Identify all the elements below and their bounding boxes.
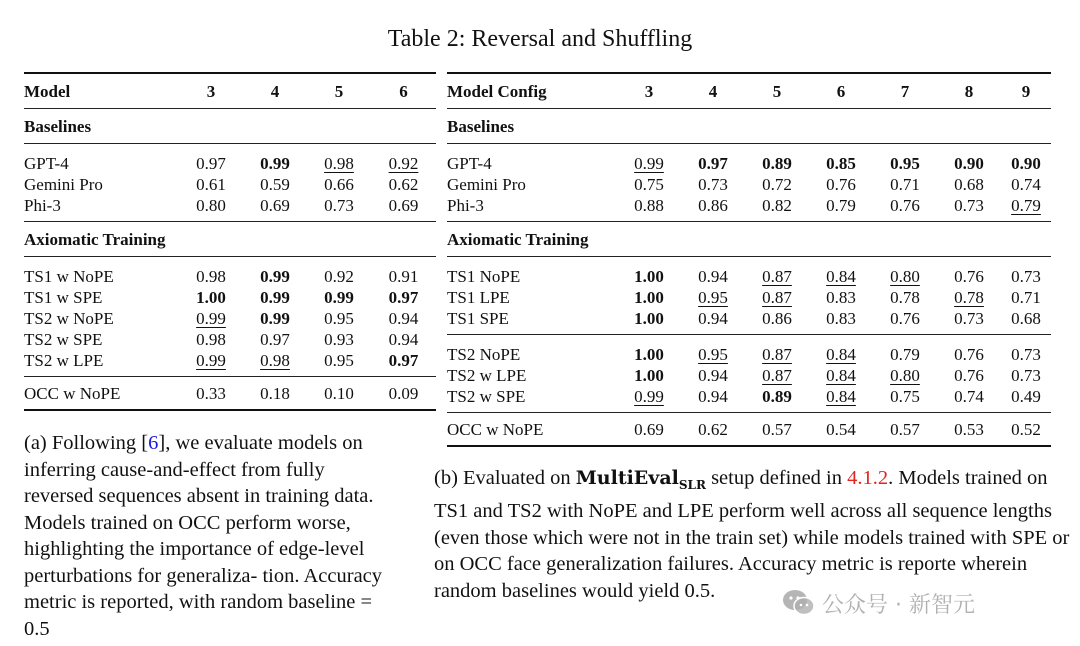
value-cell [617,195,681,222]
caption-b [434,465,1074,604]
value: 0.97 [196,154,226,173]
section-label: Axiomatic Training [24,222,436,257]
value-cell [179,350,243,377]
best-value: 1.00 [634,309,664,328]
value-cell [617,174,681,195]
value: 0.76 [954,345,984,364]
value: 0.86 [698,196,728,215]
value: 0.62 [388,175,419,194]
value: 0.68 [1011,309,1041,328]
table-row [447,174,1051,195]
value-cell [937,287,1001,308]
table-row [24,287,436,308]
value: 0.80 [196,196,226,215]
second-best-value: 0.84 [826,366,856,385]
value-cell [809,174,873,195]
value-cell [371,195,436,222]
value: 0.73 [1011,267,1041,286]
value-cell [617,308,681,335]
best-value: 1.00 [634,288,664,307]
value-cell [745,335,809,366]
value-cell [1001,144,1051,175]
table-row [447,195,1051,222]
value-cell [937,413,1001,447]
value-cell [681,386,745,413]
value: 0.76 [954,267,984,286]
model-name: Phi-3 [447,196,484,215]
second-best-value: 0.84 [826,387,856,406]
value-cell [307,377,371,411]
value-cell [745,195,809,222]
value-cell [745,174,809,195]
value-cell [937,174,1001,195]
best-value: 0.99 [260,309,290,328]
table-row [447,335,1051,366]
best-value: 0.89 [762,387,792,406]
model-name: TS1 LPE [447,288,510,307]
value: 0.98 [196,267,226,286]
value: 0.09 [388,383,419,403]
second-best-value: 0.78 [954,288,984,307]
best-value: 1.00 [634,345,664,364]
table-row [24,174,436,195]
value: 0.61 [196,175,226,194]
value: 0.62 [698,419,728,439]
value-cell [937,335,1001,366]
section-header-row [447,109,1051,144]
value: 0.69 [260,196,290,215]
value-cell [617,144,681,175]
table-row [24,195,436,222]
setup-name [575,467,706,492]
column-header-length: 7 [873,73,937,109]
value-cell [243,329,307,350]
value-cell [809,144,873,175]
section-label: Axiomatic Training [447,222,1051,257]
value-cell [681,335,745,366]
value-cell [1001,195,1051,222]
value: 0.69 [388,196,419,215]
value-cell [809,195,873,222]
value-cell [243,174,307,195]
caption-a-prefix: (a) Following [ [24,432,149,454]
best-value: 0.99 [260,288,290,307]
second-best-value: 0.84 [826,267,856,286]
column-header-model: Model Config [447,73,617,109]
value-cell [371,308,436,329]
best-value: 0.89 [762,154,792,173]
model-name: TS1 w NoPE [24,257,179,288]
value: 0.92 [324,267,354,286]
model-name: GPT-4 [447,144,617,175]
table-row [24,350,436,377]
value: 0.33 [196,383,226,403]
value-cell [681,413,745,447]
value-cell [617,335,681,366]
value: 0.86 [762,309,792,328]
value-cell [809,287,873,308]
citation-link[interactable]: 6 [148,432,159,454]
value-cell [307,329,371,350]
value: 0.73 [954,196,984,215]
value-cell [307,144,371,175]
section-header-row [447,222,1051,257]
value: 0.66 [324,175,354,194]
value-cell [179,377,243,411]
best-value: 0.97 [388,288,419,307]
value-cell [1001,413,1051,447]
watermark [782,586,975,620]
second-best-value: 0.92 [388,154,419,173]
value: 0.94 [698,387,728,406]
model-name: Phi-3 [24,196,61,215]
value-cell [873,365,937,386]
second-best-value: 0.80 [890,366,920,385]
second-best-value: 0.99 [634,387,664,406]
value-cell [307,308,371,329]
value-cell [307,174,371,195]
model-name: TS2 NoPE [447,335,617,366]
value-cell [617,386,681,413]
model-name: TS1 SPE [447,309,509,328]
value-cell [745,386,809,413]
value-cell [873,335,937,366]
value: 0.71 [890,175,920,194]
value-cell [873,413,937,447]
value-cell [243,308,307,329]
best-value: 0.97 [388,351,419,370]
table-row [24,329,436,350]
value-cell [307,287,371,308]
value: 0.10 [324,383,354,403]
model-name: TS1 NoPE [447,257,617,288]
footer-row [447,413,1051,447]
second-best-value: 0.99 [196,309,226,328]
value: 0.73 [1011,366,1041,385]
table-row [447,386,1051,413]
value-cell [1001,335,1051,366]
model-name: TS2 w NoPE [24,309,114,328]
column-header-length: 4 [681,73,745,109]
value-cell [1001,257,1051,288]
column-header-length: 3 [617,73,681,109]
value: 0.83 [826,309,856,328]
value-cell [809,257,873,288]
value-cell [617,365,681,386]
value-cell [873,144,937,175]
model-name: GPT-4 [24,144,179,175]
value: 0.76 [954,366,984,385]
value: 0.95 [324,351,354,370]
model-name: Gemini Pro [24,175,103,194]
best-value: 0.95 [890,154,920,173]
table-title: Table 2: Reversal and Shuffling [387,26,693,52]
model-name: TS1 w SPE [24,288,103,307]
value-cell [179,257,243,288]
value: 0.82 [762,196,792,215]
section-header-row [24,222,436,257]
section-header-row [24,109,436,144]
value-cell [809,308,873,335]
best-value: 1.00 [634,267,664,286]
value: 0.73 [1011,345,1041,364]
watermark-text: 公众号 · 新智元 [822,592,975,618]
value-cell [371,144,436,175]
wechat-icon [782,588,816,618]
value-cell [243,195,307,222]
caption-a-suffix: ], we evaluate models on inferring cause-and-effect from fully reversed sequences absent in training data. Models trained on OCC perform worse, highlighting the importance of edge-level perturbations for generaliza- tion. Accuracy metric is reported, with random baseline = 0.5 [24,432,383,640]
value-cell [873,174,937,195]
column-header-length: 9 [1001,73,1051,109]
value-cell [809,365,873,386]
value-cell [243,144,307,175]
value: 0.74 [1011,175,1041,194]
value: 0.59 [260,175,290,194]
value-cell [873,257,937,288]
header-row [447,73,1051,109]
model-name: OCC w NoPE [24,377,179,411]
setup-name-sub: SLR [678,477,706,492]
value-cell [873,386,937,413]
footer-row [24,377,436,411]
value-cell [745,287,809,308]
value: 0.75 [890,387,920,406]
table-row [24,144,436,175]
model-name: TS2 w SPE [447,387,526,406]
value-cell [617,287,681,308]
second-best-value: 0.79 [1011,196,1041,215]
header-row [24,73,436,109]
caption-b-suffix: . Models trained on TS1 and TS2 with NoPE and LPE perform well across all sequence lengths (even those which were not in the train set) while models trained with SPE or on OCC face generalization failures. Accuracy metric is reporte wherein random baselines would yield 0.5. [434,467,1070,602]
best-value: 0.99 [260,154,290,173]
value-cell [745,308,809,335]
value-cell [1001,386,1051,413]
best-value: 1.00 [634,366,664,385]
value: 0.57 [890,419,920,439]
value: 0.68 [954,175,984,194]
column-header-length: 4 [243,73,307,109]
value-cell [179,144,243,175]
value: 0.53 [954,419,984,439]
table-row [447,144,1051,175]
value-cell [243,350,307,377]
section-label: Baselines [24,109,436,144]
value: 0.95 [324,309,354,328]
best-value: 0.99 [260,267,290,286]
value-cell [371,350,436,377]
model-name: OCC w NoPE [447,413,617,447]
value-cell [1001,365,1051,386]
value: 0.75 [634,175,664,194]
caption-b-prefix: (b) Evaluated on [434,467,576,489]
column-header-length: 6 [809,73,873,109]
value-cell [681,308,745,335]
second-best-value: 0.80 [890,267,920,286]
value-cell [809,386,873,413]
value-cell [307,350,371,377]
value: 0.69 [634,419,664,439]
value-cell [179,287,243,308]
best-value: 0.99 [324,288,354,307]
value: 0.49 [1011,387,1041,406]
value-cell [681,287,745,308]
table-row [447,365,1051,386]
column-header-model: Model [24,73,179,109]
caption-b-middle: setup defined in [705,467,848,489]
model-name: TS2 w LPE [447,366,527,385]
setup-name-main: MultiEval [575,467,679,489]
value-cell [179,174,243,195]
value-cell [1001,287,1051,308]
value: 0.97 [260,330,290,349]
value-cell [243,287,307,308]
table-row [24,308,436,329]
value-cell [937,257,1001,288]
value-cell [681,257,745,288]
value-cell [371,377,436,411]
table-row [24,257,436,288]
value-cell [307,257,371,288]
value-cell [681,144,745,175]
value: 0.79 [826,196,856,215]
best-value: 0.90 [1011,154,1041,173]
value: 0.98 [196,330,226,349]
value-cell [681,174,745,195]
value-cell [745,413,809,447]
value-cell [809,335,873,366]
value-cell [371,174,436,195]
second-best-value: 0.87 [762,345,792,364]
section-ref-link[interactable]: 4.1.2 [847,467,889,489]
column-header-length: 5 [745,73,809,109]
value-cell [681,365,745,386]
value: 0.83 [826,288,856,307]
value-cell [873,308,937,335]
value-cell [371,257,436,288]
second-best-value: 0.87 [762,288,792,307]
value: 0.18 [260,383,290,403]
value-cell [809,413,873,447]
value: 0.94 [698,366,728,385]
value-cell [617,257,681,288]
value-cell [745,257,809,288]
value: 0.94 [698,267,728,286]
value: 0.91 [388,267,419,286]
second-best-value: 0.95 [698,288,728,307]
column-header-length: 3 [179,73,243,109]
value-cell [1001,308,1051,335]
section-label: Baselines [447,109,1051,144]
value: 0.73 [698,175,728,194]
column-header-length: 5 [307,73,371,109]
value: 0.57 [762,419,792,439]
second-best-value: 0.87 [762,267,792,286]
value: 0.72 [762,175,792,194]
value-cell [937,308,1001,335]
model-name: TS2 w LPE [24,351,104,370]
table-b [447,72,1051,447]
caption-a [24,430,396,642]
value: 0.74 [954,387,984,406]
value-cell [937,195,1001,222]
value: 0.78 [890,288,920,307]
table-a [24,72,436,411]
value-cell [937,365,1001,386]
value-cell [873,195,937,222]
table-row [447,287,1051,308]
value-cell [617,413,681,447]
value: 0.88 [634,196,664,215]
value-cell [745,144,809,175]
value: 0.52 [1011,419,1041,439]
best-value: 1.00 [196,288,226,307]
best-value: 0.90 [954,154,984,173]
value: 0.73 [324,196,354,215]
value-cell [243,377,307,411]
model-name: Gemini Pro [447,175,526,194]
value: 0.93 [324,330,354,349]
value-cell [873,287,937,308]
column-header-length: 6 [371,73,436,109]
value: 0.76 [826,175,856,194]
best-value: 0.97 [698,154,728,173]
model-name: TS2 w SPE [24,330,103,349]
second-best-value: 0.95 [698,345,728,364]
value-cell [371,329,436,350]
value-cell [179,195,243,222]
value: 0.79 [890,345,920,364]
value: 0.94 [388,309,419,328]
second-best-value: 0.99 [196,351,226,370]
value-cell [179,329,243,350]
value-cell [745,365,809,386]
best-value: 0.85 [826,154,856,173]
second-best-value: 0.98 [324,154,354,173]
value-cell [681,195,745,222]
value: 0.71 [1011,288,1041,307]
value: 0.76 [890,196,920,215]
value: 0.76 [890,309,920,328]
value-cell [307,195,371,222]
value-cell [937,144,1001,175]
value: 0.73 [954,309,984,328]
value: 0.94 [388,330,419,349]
value-cell [243,257,307,288]
value: 0.94 [698,309,728,328]
table-row [447,308,1051,335]
value-cell [1001,174,1051,195]
second-best-value: 0.99 [634,154,664,173]
second-best-value: 0.87 [762,366,792,385]
value: 0.54 [826,419,856,439]
value-cell [179,308,243,329]
value-cell [371,287,436,308]
second-best-value: 0.84 [826,345,856,364]
second-best-value: 0.98 [260,351,290,370]
column-header-length: 8 [937,73,1001,109]
value-cell [937,386,1001,413]
table-row [447,257,1051,288]
